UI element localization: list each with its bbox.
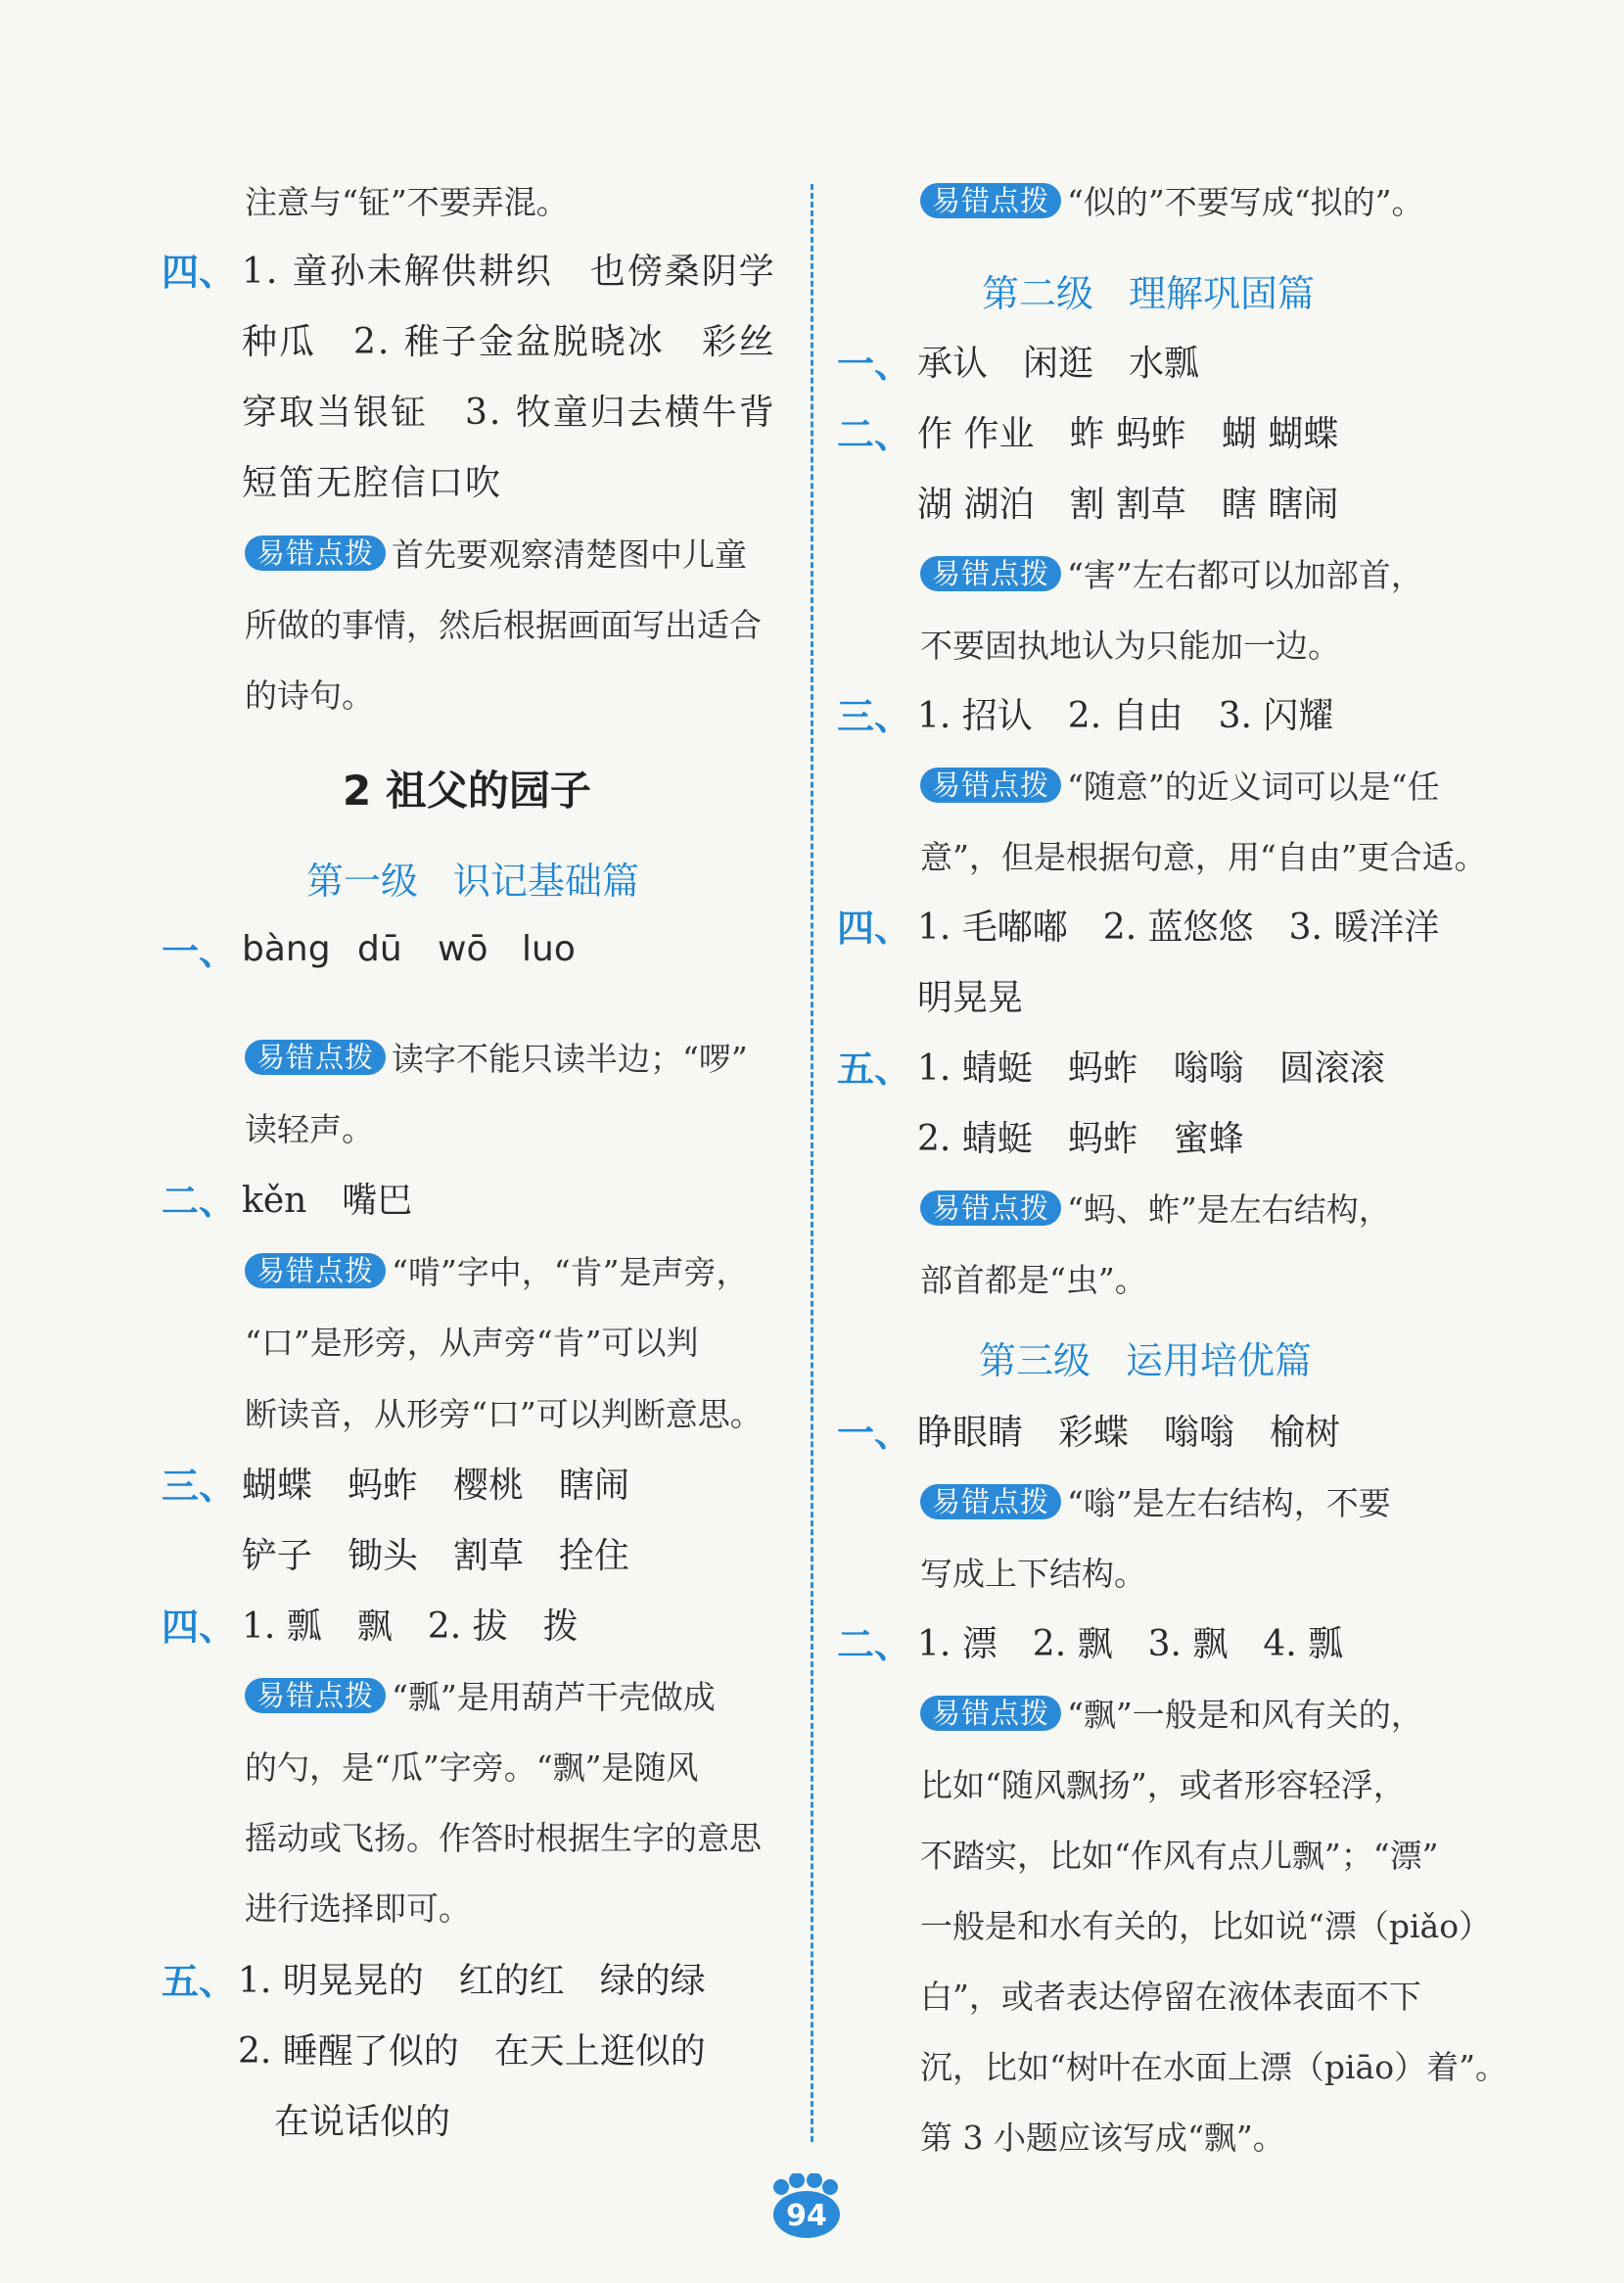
answer-line: 湖 湖泊 割 割草 瞎 瞎闹 bbox=[917, 485, 1339, 525]
tip-text: 的勺，是“瓜”字旁。“飘”是随风 bbox=[245, 1748, 699, 1787]
tip-text: 不踏实，比如“作风有点儿飘”；“漂” bbox=[920, 1837, 1439, 1875]
level-heading bbox=[979, 1337, 1312, 1384]
pinyin-item: bàng bbox=[242, 929, 331, 969]
tip-badge: 易错点拨 bbox=[245, 1040, 386, 1075]
tip-note bbox=[920, 1482, 1391, 1525]
tip-text: 摇动或飞扬。作答时根据生字的意思 bbox=[245, 1819, 762, 1857]
tip-text: 部首都是“虫”。 bbox=[920, 1261, 1147, 1299]
section-number: 三、 bbox=[837, 695, 912, 738]
tip-text: “飘”一般是和风有关的， bbox=[1067, 1696, 1423, 1734]
tip-text: 写成上下结构。 bbox=[920, 1555, 1146, 1593]
section-number: 三、 bbox=[162, 1465, 237, 1508]
tip-text: 比如“随风飘扬”，或者形容轻浮， bbox=[920, 1766, 1406, 1804]
level-subtitle: 理解巩固篇 bbox=[1129, 272, 1316, 315]
answer-line: 穿取当银钲 3. 牧童归去横牛背 bbox=[242, 393, 776, 433]
page-number: 94 bbox=[786, 2199, 827, 2233]
tip-note bbox=[245, 1676, 716, 1719]
tip-note bbox=[245, 1251, 749, 1294]
tip-text: 白”，或者表达停留在液体表面不下 bbox=[920, 1978, 1421, 2016]
tip-text: 所做的事情，然后根据画面写出适合 bbox=[245, 606, 762, 644]
tip-text: 意”，但是根据句意，用“自由”更合适。 bbox=[920, 838, 1487, 876]
tip-text: 读字不能只读半边；“啰” bbox=[392, 1040, 748, 1078]
section-number: 五、 bbox=[837, 1048, 912, 1091]
answer-line: 1. 瓢 飘 2. 拔 拨 bbox=[242, 1607, 579, 1647]
tip-badge: 易错点拨 bbox=[245, 536, 386, 571]
section-number: 一、 bbox=[837, 343, 912, 386]
answer-line: 铲子 锄头 割草 拴住 bbox=[242, 1536, 630, 1576]
tip-note bbox=[245, 1038, 748, 1081]
lesson-title: 2 祖父的园子 bbox=[343, 767, 591, 815]
tip-badge: 易错点拨 bbox=[920, 183, 1061, 218]
tip-badge: 易错点拨 bbox=[920, 1484, 1061, 1519]
tip-badge: 易错点拨 bbox=[920, 1190, 1061, 1226]
answer-line: 在说话似的 bbox=[274, 2102, 451, 2142]
tip-badge: 易错点拨 bbox=[920, 556, 1061, 591]
tip-text: 断读音，从形旁“口”可以判断意思。 bbox=[245, 1395, 763, 1433]
pinyin-item: luo bbox=[522, 929, 576, 969]
answer-line: 1. 蜻蜓 蚂蚱 嗡嗡 圆滚滚 bbox=[917, 1048, 1385, 1089]
level-name: 第三级 bbox=[979, 1339, 1091, 1382]
section-number: 四、 bbox=[162, 251, 237, 294]
answer-line: 睁眼睛 彩蝶 嗡嗡 榆树 bbox=[917, 1413, 1341, 1453]
answer-line: 1. 童孙未解供耕织 也傍桑阴学 bbox=[242, 252, 776, 292]
section-number: 一、 bbox=[837, 1412, 912, 1455]
tip-text: 一般是和水有关的，比如说“漂（piǎo） bbox=[920, 1907, 1492, 1945]
level-subtitle: 运用培优篇 bbox=[1126, 1339, 1313, 1382]
section-number: 四、 bbox=[837, 907, 912, 950]
tip-note bbox=[920, 554, 1423, 597]
tip-note bbox=[920, 181, 1424, 224]
tip-badge: 易错点拨 bbox=[245, 1678, 386, 1713]
left-column bbox=[162, 0, 798, 2193]
tip-text: “嗡”是左右结构，不要 bbox=[1067, 1484, 1391, 1522]
pinyin-item: dū bbox=[357, 929, 402, 969]
tip-note bbox=[920, 1188, 1391, 1232]
answer-line: 注意与“钲”不要弄混。 bbox=[245, 183, 569, 221]
paw-icon bbox=[764, 2173, 852, 2242]
tip-note bbox=[245, 534, 747, 577]
answer-line: kěn 嘴巴 bbox=[242, 1181, 413, 1221]
answer-line: 1. 漂 2. 飘 3. 飘 4. 瓢 bbox=[917, 1624, 1344, 1664]
tip-badge: 易错点拨 bbox=[920, 768, 1061, 803]
answer-line: 1. 招认 2. 自由 3. 闪耀 bbox=[917, 696, 1334, 736]
answer-line: 作 作业 蚱 蚂蚱 蝴 蝴蝶 bbox=[917, 414, 1339, 454]
tip-text: “口”是形旁，从声旁“肯”可以判 bbox=[245, 1324, 699, 1362]
tip-text: 的诗句。 bbox=[245, 676, 374, 715]
level-subtitle: 识记基础篇 bbox=[453, 860, 640, 903]
tip-text: 第 3 小题应该写成“飘”。 bbox=[920, 2119, 1285, 2157]
tip-text: “啃”字中，“肯”是声旁， bbox=[392, 1253, 749, 1291]
section-number: 二、 bbox=[837, 413, 912, 456]
tip-text: “随意”的近义词可以是“任 bbox=[1067, 768, 1440, 806]
section-number: 二、 bbox=[837, 1623, 912, 1666]
tip-text: 首先要观察清楚图中儿童 bbox=[392, 536, 748, 574]
page-number-badge bbox=[764, 2173, 852, 2242]
tip-text: “瓢”是用葫芦干壳做成 bbox=[392, 1678, 716, 1716]
tip-badge: 易错点拨 bbox=[920, 1696, 1061, 1731]
level-name: 第一级 bbox=[306, 860, 419, 903]
tip-badge: 易错点拨 bbox=[245, 1253, 386, 1288]
answer-line: 蝴蝶 蚂蚱 樱桃 瞎闹 bbox=[242, 1466, 630, 1506]
answer-line: 1. 明晃晃的 红的红 绿的绿 bbox=[238, 1961, 706, 2001]
pinyin-item: wō bbox=[438, 929, 488, 969]
section-number: 四、 bbox=[162, 1606, 237, 1649]
answer-line: 1. 毛嘟嘟 2. 蓝悠悠 3. 暖洋洋 bbox=[917, 908, 1440, 948]
level-name: 第二级 bbox=[982, 272, 1094, 315]
tip-text: 不要固执地认为只能加一边。 bbox=[920, 627, 1340, 665]
section-number: 二、 bbox=[162, 1180, 237, 1223]
tip-note bbox=[920, 1694, 1423, 1737]
section-number: 五、 bbox=[162, 1960, 237, 2003]
answer-line: 短笛无腔信口吹 bbox=[242, 463, 503, 503]
tip-text: 沉，比如“树叶在水面上漂（piāo）着”。 bbox=[920, 2048, 1508, 2086]
answer-line: 承认 闲逛 水瓢 bbox=[917, 344, 1200, 384]
tip-note bbox=[920, 766, 1440, 809]
level-heading bbox=[306, 858, 639, 905]
tip-text: “蚂、蚱”是左右结构， bbox=[1067, 1190, 1391, 1229]
column-divider bbox=[811, 184, 813, 2142]
level-heading bbox=[982, 270, 1315, 317]
answer-line: 2. 睡醒了似的 在天上逛似的 bbox=[238, 2031, 706, 2072]
tip-text: “似的”不要写成“拟的”。 bbox=[1067, 183, 1424, 221]
answer-line: 2. 蜻蜓 蚂蚱 蜜蜂 bbox=[917, 1119, 1244, 1159]
tip-text: 进行选择即可。 bbox=[245, 1889, 471, 1928]
tip-text: 读轻声。 bbox=[245, 1110, 374, 1148]
section-number: 一、 bbox=[162, 930, 237, 973]
answer-line: 明晃晃 bbox=[917, 978, 1024, 1018]
right-column bbox=[837, 0, 1508, 2193]
tip-text: “害”左右都可以加部首， bbox=[1067, 556, 1423, 594]
answer-line: 种瓜 2. 稚子金盆脱晓冰 彩丝 bbox=[242, 322, 776, 362]
